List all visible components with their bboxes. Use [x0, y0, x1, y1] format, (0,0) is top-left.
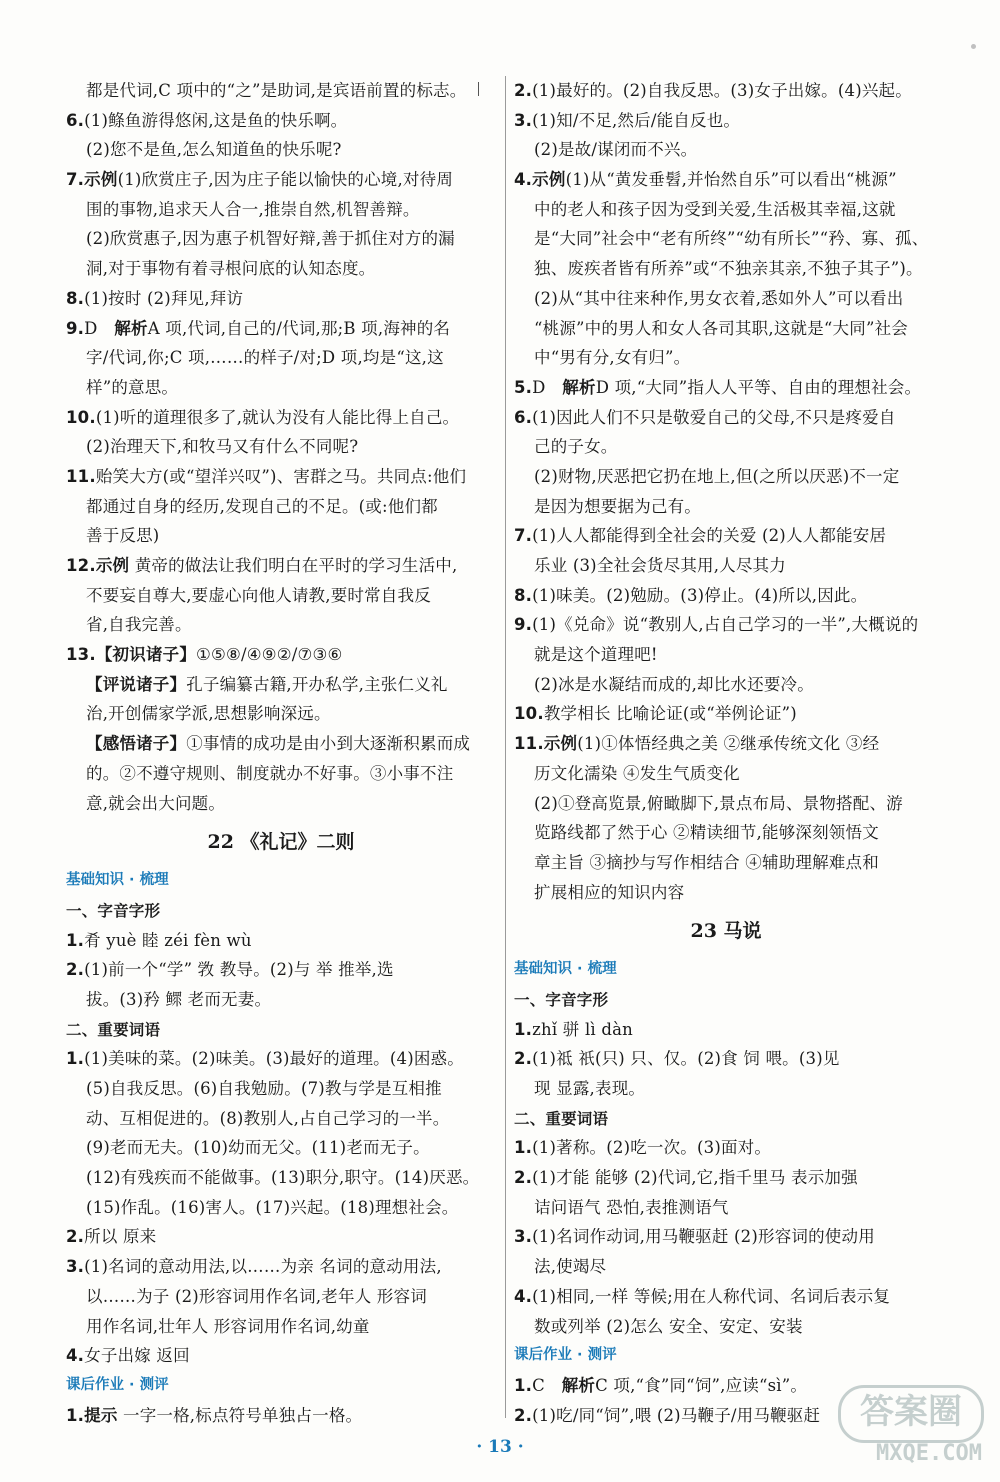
item-number: 2.: [514, 1405, 533, 1425]
line-text: 是因为想要据为己有。: [534, 496, 701, 516]
subheading-line: [66, 896, 496, 926]
text-line: [514, 135, 938, 165]
page-number: · 13 ·: [476, 1437, 524, 1457]
text-line: [514, 462, 938, 492]
line-text: (2)冰是水凝结而成的,却比水还要冷。: [534, 674, 814, 694]
item-number: 2.: [514, 1168, 533, 1188]
line-text: 一、字音字形: [514, 990, 609, 1009]
subheading-line: [514, 985, 938, 1015]
text-line: [514, 373, 938, 403]
section-title: 23 马说: [690, 920, 762, 943]
line-text: 省,自我完善。: [86, 615, 192, 635]
watermark-logo: [819, 1385, 994, 1475]
line-text: 肴 yuè 睦 zéi fèn wù: [84, 930, 252, 950]
text-line: [66, 1044, 496, 1074]
text-line: [514, 1044, 938, 1074]
text-line: [66, 254, 496, 284]
text-line: [514, 224, 938, 254]
line-text: (5)自我反思。(6)自我勉励。(7)教与学是互相推: [86, 1079, 442, 1098]
text-line: [66, 224, 496, 254]
line-text: (15)作乱。(16)害人。(17)兴起。(18)理想社会。: [86, 1197, 459, 1217]
line-text: (1)欣赏庄子,因为庄子能以愉快的心境,对待周: [117, 170, 454, 190]
line-text: (1)因此人们不只是敬爱自己的父母,不只是疼爱自: [532, 407, 896, 427]
answer-tag: 提示: [84, 1405, 118, 1425]
section-title: 22 《礼记》二则: [207, 831, 355, 854]
answer-tag: 示例: [543, 734, 578, 754]
text-line: [66, 985, 496, 1015]
line-text: (2)您不是鱼,怎么知道鱼的快乐呢?: [86, 140, 342, 160]
line-text: 中的老人和孩子因为受到关爱,生活极其幸福,这就: [534, 199, 896, 219]
line-text: (2)是故/谋闭而不兴。: [534, 140, 698, 160]
item-number: 1.: [514, 1375, 533, 1395]
line-text: (2)治理天下,和牧马又有什么不同呢?: [86, 437, 359, 457]
text-line: [514, 789, 938, 819]
item-number: 2.: [514, 81, 533, 100]
text-line: [514, 1222, 938, 1252]
text-line: [514, 1133, 938, 1163]
line-text: 诘问语气 恐怕,表推测语气: [534, 1197, 729, 1217]
answer-tag: 示例: [532, 170, 566, 190]
line-text: (1)按时 (2)拜见,拜访: [84, 288, 244, 308]
line-text: 中“男有分,女有归”。: [534, 348, 691, 368]
line-text: (1)最好的。(2)自我反思。(3)女子出嫁。(4)兴起。: [532, 81, 912, 100]
text-line: [514, 1015, 938, 1045]
line-text: (1)人人都能得到全社会的关爱 (2)人人都能安居: [532, 526, 887, 546]
line-text: (1)美味的菜。(2)味美。(3)最好的道理。(4)困惑。: [84, 1049, 464, 1069]
answer-tag: 【感悟诸子】: [86, 734, 187, 754]
text-line: [66, 195, 496, 225]
line-text: 览路线都了然于心 ②精读细节,能够深刻领悟文: [534, 823, 879, 843]
watermark-logo-text: 答案圈: [838, 1385, 984, 1443]
item-number: 2.: [514, 1049, 533, 1069]
line-text: (1)从“黄发垂髫,并怡然自乐”可以看出“桃源”: [565, 170, 897, 190]
line-text: 所以 原来: [84, 1227, 157, 1247]
text-line: [514, 1193, 938, 1223]
text-line: [66, 789, 496, 819]
text-line: [66, 1341, 496, 1371]
line-text: (1)名词的意动用法,以……为亲 名词的意动用法,: [84, 1257, 442, 1277]
item-number: 1.: [66, 930, 85, 950]
text-line: [514, 1163, 938, 1193]
text-line: [514, 1282, 938, 1312]
text-line: [66, 432, 496, 462]
line-text: (1)知/不足,然后/能自反也。: [532, 110, 741, 130]
line-text: 是“大同”社会中“老有所终”“幼有所长”“矜、寡、孤、: [534, 229, 929, 249]
line-text: 用作名词,壮年人 形容词用作名词,幼童: [86, 1316, 370, 1336]
text-line: [514, 432, 938, 462]
line-text: (1)①体悟经典之美 ②继承传统文化 ③经: [577, 734, 880, 754]
text-line: [66, 165, 496, 195]
item-number: 8.: [66, 288, 85, 308]
subheading-line: [514, 1104, 938, 1134]
line-text: (1)祗 祇(只) 只、仅。(2)食 饲 喂。(3)见: [532, 1049, 840, 1069]
text-line: [514, 254, 938, 284]
text-line: [66, 1193, 496, 1223]
line-text: 己的子女。: [534, 437, 618, 457]
line-text: 以……为子 (2)形容词用作名词,老年人 形容词: [86, 1286, 427, 1306]
line-text: 黄帝的做法让我们明白在平时的学习生活中,: [129, 556, 458, 575]
answer-tag: 【初识诸子】: [95, 645, 197, 665]
line-text: “桃源”中的男人和女人各司其职,这就是“大同”社会: [534, 318, 908, 338]
text-line: [66, 1074, 496, 1104]
line-text: 独、废疾者皆有所养”或“不独亲其亲,不独子其子”)。: [534, 259, 923, 279]
text-line: [514, 848, 938, 878]
item-number: 3.: [66, 1257, 85, 1277]
text-line: [66, 1104, 496, 1134]
text-line: [66, 610, 496, 640]
line-text: 章主旨 ③摘抄与写作相结合 ④辅助理解难点和: [534, 852, 879, 872]
line-text: ①⑤⑧/④⑨②/⑦③⑥: [196, 645, 343, 665]
item-number: 10.: [514, 704, 544, 724]
item-number: 4.: [514, 170, 533, 190]
line-text: 现 显露,表现。: [534, 1079, 646, 1098]
line-text: 善于反思): [86, 526, 160, 546]
analysis-tag: 解析: [562, 377, 596, 397]
text-line: [514, 670, 938, 700]
line-text: 围的事物,追求天人合一,推崇自然,机智善辩。: [86, 199, 420, 219]
text-line: [514, 610, 938, 640]
line-text: (1)相同,一样 等候;用在人称代词、名词后表示复: [532, 1286, 891, 1306]
line-text: (1)著称。(2)吃一次。(3)面对。: [532, 1138, 772, 1158]
item-number: 6.: [514, 407, 533, 427]
item-number: 3.: [514, 1227, 533, 1247]
line-text: C: [532, 1375, 545, 1395]
item-number: 11.: [514, 734, 544, 754]
text-line: [66, 135, 496, 165]
line-text: 二、重要词语: [66, 1020, 161, 1039]
line-text: 样”的意思。: [86, 377, 179, 397]
item-number: 1.: [514, 1138, 533, 1158]
line-text: 就是这个道理吧!: [534, 645, 658, 665]
text-line: [514, 729, 938, 759]
text-line: [66, 1252, 496, 1282]
item-number: 1.: [514, 1019, 533, 1039]
item-number: 7.: [514, 526, 533, 546]
line-text: 拔。(3)矜 鳏 老而无妻。: [86, 989, 272, 1009]
text-line: [66, 1163, 496, 1193]
text-line: [66, 314, 496, 344]
line-text: 女子出嫁 返回: [84, 1346, 190, 1366]
line-text: 二、重要词语: [514, 1109, 609, 1128]
line-text: 都通过自身的经历,发现自己的不足。(或:他们都: [86, 496, 438, 516]
left-column: [66, 76, 496, 1430]
text-line: [514, 403, 938, 433]
line-text: (1)《兑命》说“教别人,占自己学习的一半”,大概说的: [532, 615, 919, 635]
line-text: (1)吃/同“饲”,喂 (2)马鞭子/用马鞭驱赶: [532, 1405, 821, 1425]
section-heading: 基础知识 · 梳理: [66, 872, 169, 889]
line-text: 法,使竭尽: [534, 1257, 607, 1277]
text-line: [514, 1312, 938, 1342]
line-text: 数或列举 (2)怎么 安全、安定、安装: [534, 1316, 803, 1336]
line-text: 孔子编纂古籍,开办私学,主张仁义礼: [186, 674, 448, 694]
line-text: 字/代词,你;C 项,……的样子/对;D 项,均是“这,这: [86, 348, 444, 368]
text-line: [66, 699, 496, 729]
line-text: 不要妄自尊大,要虚心向他人请教,要时常自我反: [86, 585, 431, 605]
line-text: 都是代词,C 项中的“之”是助词,是宾语前置的标志。: [86, 81, 467, 100]
line-text: 洞,对于事物有着寻根问底的认知态度。: [86, 259, 376, 279]
item-number: 3.: [514, 110, 533, 130]
text-line: [514, 1074, 938, 1104]
text-line: [66, 759, 496, 789]
text-line: [66, 640, 496, 670]
text-line: [66, 729, 496, 759]
text-line: [514, 314, 938, 344]
line-text: (1)才能 能够 (2)代词,它,指千里马 表示加强: [532, 1168, 858, 1188]
item-number: 12.: [66, 556, 96, 575]
line-text: ①事情的成功是由小到大逐渐积累而成: [186, 734, 471, 754]
section-heading: 课后作业 · 测评: [514, 1347, 617, 1364]
item-number: 9.: [66, 318, 85, 338]
item-number: 6.: [66, 110, 85, 130]
line-text: (1)前一个“学” 敩 教导。(2)与 举 推举,选: [84, 960, 394, 980]
line-text: (1)名词作动词,用马鞭驱赶 (2)形容词的使动用: [532, 1227, 875, 1247]
item-number: 2.: [66, 1227, 85, 1247]
text-line: [514, 106, 938, 136]
right-column: [514, 76, 938, 1430]
text-line: [514, 1252, 938, 1282]
watermark-url: MXQE.COM: [876, 1441, 982, 1466]
text-line: [66, 1133, 496, 1163]
analysis-text: D 项,“大同”指人人平等、自由的理想社会。: [595, 377, 922, 397]
text-line: [66, 403, 496, 433]
text-line: [66, 76, 496, 106]
line-text: 历文化濡染 ④发生气质变化: [534, 763, 740, 783]
line-text: (2)欣赏惠子,因为惠子机智好辩,善于抓住对方的漏: [86, 229, 455, 249]
line-text: D: [532, 377, 546, 397]
line-text: 扩展相应的知识内容: [534, 882, 685, 902]
analysis-tag: 解析: [561, 1375, 596, 1395]
analysis-text: C 项,“食”同“饲”,应读“sì”。: [595, 1375, 808, 1395]
item-number: 2.: [66, 960, 85, 980]
line-text: 教学相长 比喻论证(或“举例论证”): [543, 704, 797, 724]
line-text: (9)老而无夫。(10)幼而无父。(11)老而无子。: [86, 1138, 430, 1158]
line-text: (1)味美。(2)勉励。(3)停止。(4)所以,因此。: [532, 585, 868, 605]
item-number: 13.: [66, 645, 96, 665]
text-line: [66, 926, 496, 956]
text-line: [514, 195, 938, 225]
answer-tag: 示例: [84, 170, 118, 190]
item-number: 9.: [514, 615, 533, 635]
section-heading: 基础知识 · 梳理: [514, 961, 617, 978]
line-text: 一字一格,标点符号单独占一格。: [117, 1405, 363, 1425]
text-line: [66, 492, 496, 522]
text-line: [66, 521, 496, 551]
answer-tag: 示例: [95, 556, 130, 575]
item-number: 1.: [66, 1405, 85, 1425]
subheading-line: [66, 1015, 496, 1045]
line-text: zhǐ 骈 lì dàn: [532, 1019, 633, 1039]
text-line: [514, 878, 938, 908]
line-text: (1)鲦鱼游得悠闲,这是鱼的快乐啊。: [84, 110, 348, 130]
text-line: [66, 462, 496, 492]
line-text: 意,就会出大问题。: [86, 793, 226, 813]
text-line: [66, 1312, 496, 1342]
line-text: (2)从“其中往来种作,男女衣着,悉如外人”可以看出: [534, 288, 904, 308]
item-number: 1.: [66, 1049, 85, 1069]
item-number: 4.: [66, 1346, 85, 1366]
item-number: 11.: [66, 466, 96, 486]
line-text: 一、字音字形: [66, 901, 161, 920]
text-line: [514, 165, 938, 195]
item-number: 7.: [66, 170, 85, 190]
text-line: [66, 670, 496, 700]
column-divider: [505, 76, 506, 1418]
text-line: [66, 343, 496, 373]
text-line: [514, 76, 938, 106]
text-line: [66, 1401, 496, 1431]
text-line: [514, 343, 938, 373]
text-line: [514, 581, 938, 611]
text-line: [514, 284, 938, 314]
section-heading: 课后作业 · 测评: [66, 1376, 169, 1393]
text-line: [66, 551, 496, 581]
text-line: [66, 284, 496, 314]
text-line: [514, 699, 938, 729]
text-line: [66, 955, 496, 985]
line-text: D: [84, 318, 98, 338]
text-line: [66, 106, 496, 136]
text-line: [514, 551, 938, 581]
line-text: 贻笑大方(或“望洋兴叹”)、害群之马。共同点:他们: [95, 466, 467, 486]
line-text: 乐业 (3)全社会货尽其用,人尽其力: [534, 556, 786, 575]
text-line: [66, 581, 496, 611]
line-text: 动、互相促进的。(8)教别人,占自己学习的一半。: [86, 1108, 450, 1128]
line-text: (1)听的道理很多了,就认为没有人能比得上自己。: [95, 407, 460, 427]
text-line: [514, 759, 938, 789]
line-text: (2)①登高览景,俯瞰脚下,景点布局、景物搭配、游: [534, 793, 903, 813]
line-text: 的。②不遵守规则、制度就办不好事。③小事不注: [86, 763, 454, 783]
text-line: [514, 492, 938, 522]
item-number: 5.: [514, 377, 533, 397]
line-text: (2)财物,厌恶把它扔在地上,但(之所以厌恶)不一定: [534, 466, 900, 486]
text-line: [514, 640, 938, 670]
item-number: 10.: [66, 407, 96, 427]
text-line: [66, 1222, 496, 1252]
text-line: [514, 818, 938, 848]
line-text: 治,开创儒家学派,思想影响深远。: [86, 704, 331, 724]
item-number: 4.: [514, 1286, 533, 1306]
analysis-text: A 项,代词,自己的/代词,那;B 项,海神的名: [147, 318, 451, 338]
item-number: 8.: [514, 585, 533, 605]
line-text: (12)有残疾而不能做事。(13)职分,职守。(14)厌恶。: [86, 1168, 480, 1188]
text-line: [514, 521, 938, 551]
analysis-tag: 解析: [114, 318, 148, 338]
answer-tag: 【评说诸子】: [86, 674, 187, 694]
text-line: [66, 1282, 496, 1312]
text-line: [66, 373, 496, 403]
corner-mark: [971, 44, 976, 49]
